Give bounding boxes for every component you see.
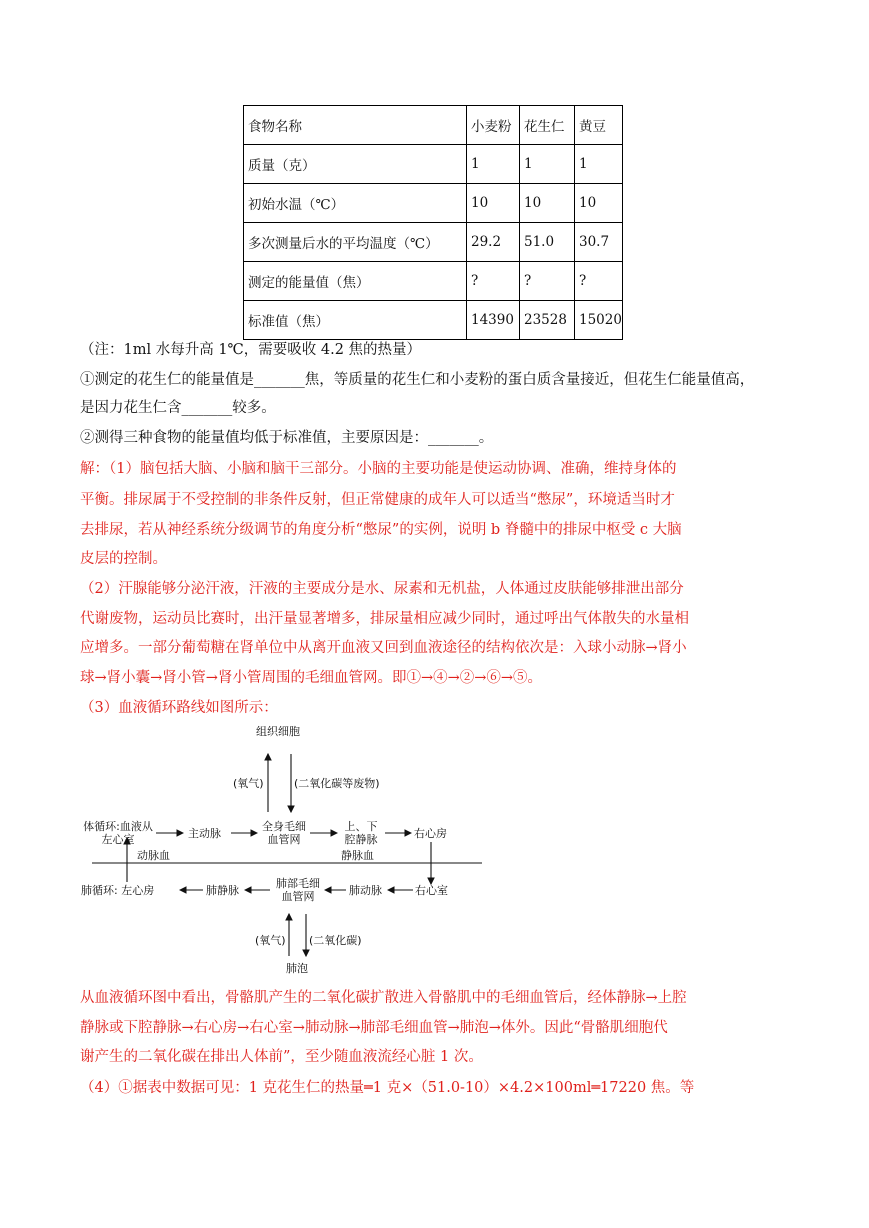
- label-body-capillaries-line-1: 全身毛细: [262, 820, 306, 833]
- table-cell: 1: [520, 145, 575, 184]
- table-cell: 标准值（焦）: [244, 301, 467, 340]
- table-initial-temp-row: [244, 184, 623, 223]
- table-cell: 10: [467, 184, 520, 223]
- label-alveoli: 肺泡: [286, 962, 308, 975]
- table-measured-energy-row: [244, 262, 623, 301]
- answer-p3-line-1: 从血液循环图中看出，骨骼肌产生的二氧化碳扩散进入骨骼肌中的毛细血管后，经体静脉→上腔: [80, 990, 687, 1006]
- question-1-line-2: 是因力花生仁含_______较多。: [80, 400, 276, 416]
- label-systemic-start: [78, 820, 158, 846]
- label-pulmonary-start: 肺循环: 左心房: [81, 884, 155, 897]
- table-cell: 29.2: [467, 223, 520, 262]
- label-body-capillaries-line-2: 血管网: [267, 833, 301, 846]
- table-final-temp-row: [244, 223, 623, 262]
- table-cell: 1: [575, 145, 623, 184]
- label-body-capillaries: [258, 820, 310, 846]
- answer-p1-line-2: 平衡。排尿属于不受控制的非条件反射，但正常健康的成年人可以适当“憋尿”，环境适当时才: [80, 492, 675, 508]
- table-cell: 15020: [575, 301, 623, 340]
- table-cell: 1: [467, 145, 520, 184]
- answer-p2-line-1: （2）汗腺能够分泌汗液，汗液的主要成分是水、尿素和无机盐，人体通过皮肤能够排泄出部分: [80, 581, 684, 597]
- table-cell: 10: [575, 184, 623, 223]
- table-cell: 23528: [520, 301, 575, 340]
- label-venous-blood: 静脉血: [341, 849, 374, 862]
- label-lung-capillaries-line-2: 血管网: [281, 890, 315, 903]
- table-standard-value-row: [244, 301, 623, 340]
- label-aorta: 主动脉: [188, 827, 221, 840]
- label-oxygen-top: (氧气): [233, 777, 264, 790]
- label-lung-capillaries: [271, 877, 325, 903]
- label-systemic-start-line-2: 左心室: [101, 833, 135, 846]
- table-cell: ?: [520, 262, 575, 301]
- table-cell: 初始水温（℃）: [244, 184, 467, 223]
- label-arterial-blood: 动脉血: [137, 849, 170, 862]
- answer-p3-intro: （3）血液循环路线如图所示：: [80, 700, 278, 716]
- table-cell: 10: [520, 184, 575, 223]
- answer-p4-line-1: （4）①据表中数据可见：1 克花生仁的热量═1 克×（51.0-10）×4.2×100ml═17220 焦。等: [80, 1080, 695, 1096]
- answer-p1-line-3: 去排尿，若从神经系统分级调节的角度分析“憋尿”的实例，说明 b 脊髓中的排尿中枢受 c 大脑: [80, 522, 682, 538]
- label-vena-cava-line-2: 腔静脉: [344, 833, 378, 846]
- question-2: ②测得三种食物的能量值均低于标准值，主要原因是：_______。: [80, 430, 494, 446]
- answer-p2-line-3: 应增多。一部分葡萄糖在肾单位中从离开血液又回到血液途径的结构依次是：入球小动脉→肾小: [80, 640, 687, 656]
- table-cell: 30.7: [575, 223, 623, 262]
- table-cell: 51.0: [520, 223, 575, 262]
- table-header-row: [244, 106, 623, 145]
- label-tissue-cells: 组织细胞: [256, 725, 300, 738]
- blood-circulation-diagram: [75, 720, 495, 982]
- table-cell: 多次测量后水的平均温度（℃）: [244, 223, 467, 262]
- label-lung-capillaries-line-1: 肺部毛细: [276, 877, 320, 890]
- label-vena-cava-line-1: 上、下: [344, 820, 378, 833]
- answer-p3-line-3: 谢产生的二氧化碳在排出人体前”，至少随血液流经心脏 1 次。: [80, 1049, 483, 1065]
- label-right-ventricle: 右心室: [415, 884, 448, 897]
- answer-p1-line-4: 皮层的控制。: [80, 551, 167, 567]
- label-co2-waste: (二氧化碳等废物): [294, 777, 380, 790]
- table-cell: 小麦粉: [467, 106, 520, 145]
- answer-p2-line-2: 代谢废物，运动员比赛时，出汗量显著增多，排尿量相应减少同时，通过呼出气体散失的水量相: [80, 611, 689, 627]
- answer-p1-line-1: 解：（1）脑包括大脑、小脑和脑干三部分。小脑的主要功能是使运动协调、准确，维持身体的: [80, 461, 677, 477]
- label-pulmonary-artery: 肺动脉: [349, 884, 382, 897]
- table-cell: 花生仁: [520, 106, 575, 145]
- answer-p3-line-2: 静脉或下腔静脉→右心房→右心室→肺动脉→肺部毛细血管→肺泡→体外。因此“骨骼肌细胞代: [80, 1020, 668, 1036]
- table-cell: 14390: [467, 301, 520, 340]
- table-cell: ?: [467, 262, 520, 301]
- table-cell: 黄豆: [575, 106, 623, 145]
- label-right-atrium: 右心房: [414, 827, 447, 840]
- label-co2-bottom: (二氧化碳): [309, 934, 362, 947]
- label-oxygen-bottom: (氧气): [255, 934, 286, 947]
- table-mass-row: [244, 145, 623, 184]
- answer-p2-line-4: 球→肾小囊→肾小管→肾小管周围的毛细血管网。即①→④→②→⑥→⑤。: [80, 670, 543, 686]
- question-1-line-1: ①测定的花生仁的能量值是_______焦，等质量的花生仁和小麦粉的蛋白质含量接近，但花生仁能量值高，: [80, 372, 755, 388]
- label-pulmonary-vein: 肺静脉: [206, 884, 239, 897]
- table-cell: ?: [575, 262, 623, 301]
- label-systemic-start-line-1: 体循环:血液从: [83, 820, 153, 833]
- food-energy-table: [243, 105, 623, 340]
- table-note: （注：1ml 水每升高 1℃，需要吸收 4.2 焦的热量）: [80, 342, 422, 358]
- table-cell: 测定的能量值（焦）: [244, 262, 467, 301]
- table-cell: 质量（克）: [244, 145, 467, 184]
- label-vena-cava: [339, 820, 383, 846]
- table-cell: 食物名称: [244, 106, 467, 145]
